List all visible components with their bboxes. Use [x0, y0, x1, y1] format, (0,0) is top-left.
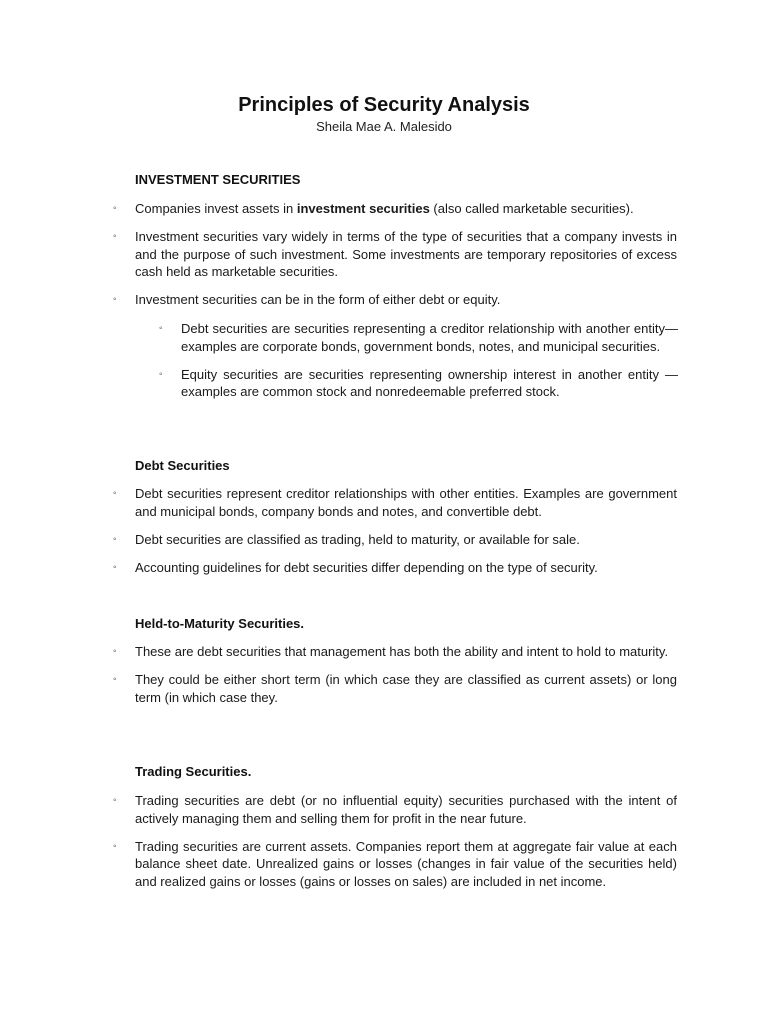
- page-title: Principles of Security Analysis: [238, 94, 530, 116]
- list-item-text: Trading securities are debt (or no influential equity) securities purchased with the intent of actively managing them and selling them for profit in the near future.: [135, 793, 677, 826]
- list-item: [0, 320, 678, 355]
- list-item: [0, 228, 677, 281]
- bullet-circle-icon: ◦: [159, 323, 163, 334]
- list-item-text: Trading securities are current assets. Companies report them at aggregate fair value at each balance sheet date. Unrealized gains or losses (changes in fair value of the securities held) and realized gains or losses (gains or losses on sales) are included in net income.: [135, 838, 677, 889]
- bullet-circle-icon: ◦: [113, 646, 117, 657]
- htm-bullet-list: [0, 643, 677, 717]
- bullet-circle-icon: ◦: [159, 368, 163, 380]
- list-item: [0, 559, 677, 577]
- list-item: [0, 531, 677, 549]
- list-item-text: Investment securities can be in the form of either debt or equity.: [135, 292, 501, 308]
- list-item-text: Accounting guidelines for debt securities differ depending on the type of security.: [135, 559, 598, 575]
- list-item-text: (also called marketable securities).: [429, 201, 634, 216]
- bullet-circle-icon: ◦: [113, 231, 117, 243]
- section-heading-debt-securities: Debt Securities: [135, 458, 230, 473]
- bullet-circle-icon: ◦: [113, 488, 117, 499]
- list-item: [0, 671, 677, 706]
- trading-bullet-list: [0, 792, 677, 901]
- bullet-circle-icon: ◦: [113, 294, 117, 306]
- bullet-circle-icon: ◦: [113, 840, 117, 852]
- list-item-text: They could be either short term (in which case they are classified as current assets) or long term (in which case they.: [135, 672, 677, 705]
- list-item-bold-text: investment securities: [296, 201, 430, 216]
- list-item-text: Debt securities represent creditor relationships with other entities. Examples are government and municipal bonds, company bonds and notes, and convertible debt.: [135, 486, 677, 519]
- list-item: [0, 643, 677, 661]
- bullet-circle-icon: ◦: [113, 795, 117, 806]
- list-item-text: Debt securities are securities representing a creditor relationship with another entity—examples are corporate bonds, government bonds, notes, and municipal securities.: [181, 321, 678, 354]
- list-item: [0, 366, 678, 401]
- bullet-circle-icon: ◦: [113, 674, 117, 686]
- bullet-circle-icon: ◦: [113, 561, 117, 573]
- section-heading-investment-securities: INVESTMENT SECURITIES: [135, 172, 301, 187]
- debt-bullet-list: [0, 485, 677, 587]
- list-item-text: These are debt securities that management has both the ability and intent to hold to maturity.: [135, 644, 669, 659]
- list-item: [0, 485, 677, 520]
- investment-sub-bullet-list: [0, 320, 678, 411]
- section-heading-held-to-maturity: Held-to-Maturity Securities.: [135, 616, 305, 631]
- section-heading-trading-securities: Trading Securities.: [135, 764, 252, 779]
- author-name: Sheila Mae A. Malesido: [316, 119, 452, 134]
- list-item: [0, 291, 677, 309]
- list-item: [0, 792, 677, 827]
- list-item: [0, 838, 677, 891]
- bullet-circle-icon: ◦: [113, 533, 117, 545]
- list-item-text: Investment securities vary widely in terms of the type of securities that a company invests in and the purpose of such investment. Some investments are temporary repositories of excess cash held as marketable securities.: [135, 229, 677, 280]
- list-item-text: Debt securities are classified as trading, held to maturity, or available for sale.: [135, 531, 580, 547]
- bullet-circle-icon: ◦: [113, 203, 117, 214]
- list-item-text: Equity securities are securities representing ownership interest in another entity —examples are common stock and nonredeemable preferred stock.: [181, 366, 678, 400]
- list-item-text: Companies invest assets in: [135, 201, 297, 216]
- investment-bullet-list: [0, 200, 677, 319]
- list-item: [0, 200, 677, 218]
